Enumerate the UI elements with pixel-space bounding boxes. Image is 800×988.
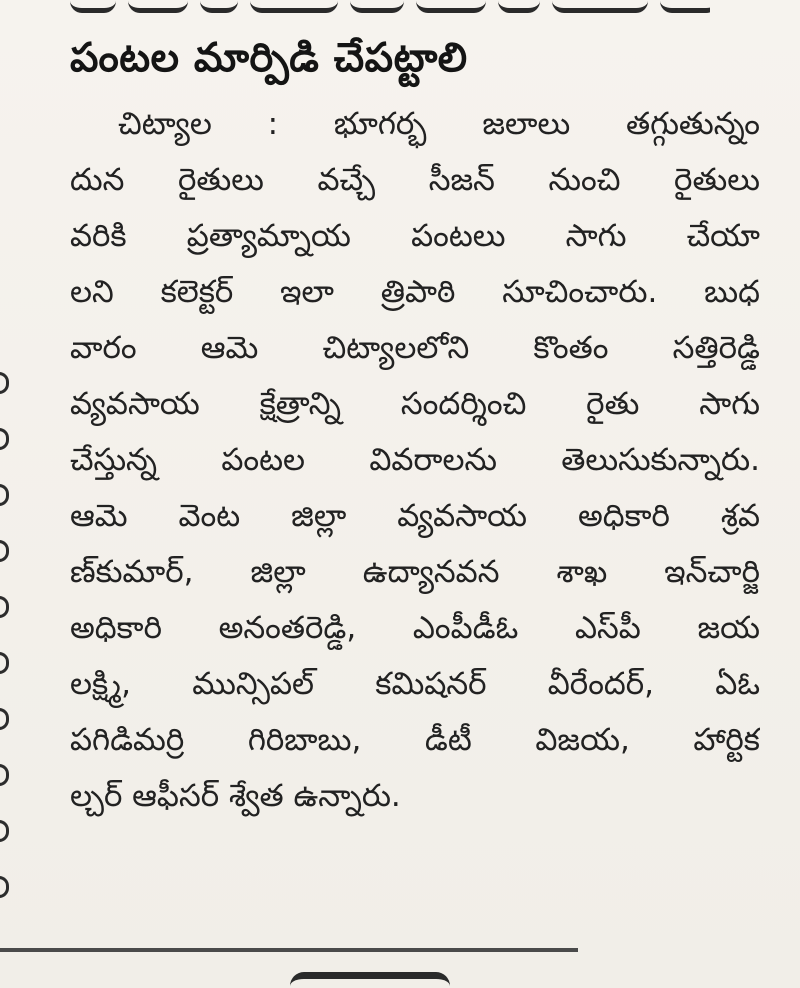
cropped-text-bottom <box>290 972 450 988</box>
cropped-text-top <box>70 0 710 14</box>
article-line: లక్ష్మి, మున్సిపల్ కమిషనర్ వీరేందర్, ఏఓ <box>70 666 760 702</box>
article-line: చిట్యాల : భూగర్భ జలాలు తగ్గుతున్నం <box>118 106 760 142</box>
article-line: అధికారి అనంతరెడ్డి, ఎంపీడీఓ ఎస్‌పీ జయ <box>70 610 760 646</box>
article-line: ఆమె వెంట జిల్లా వ్యవసాయ అధికారి శ్రవ <box>70 498 760 534</box>
article-line: ణ్‌కుమార్, జిల్లా ఉద్యానవన శాఖ ఇన్‌చార్జి <box>70 554 760 590</box>
article-line: వారం ఆమె చిట్యాలలోని కొంతం సత్తిరెడ్డి <box>70 330 760 366</box>
article-line: చేస్తున్న పంటల వివరాలను తెలుసుకున్నారు. <box>70 442 760 478</box>
article-line: లని కలెక్టర్ ఇలా త్రిపాఠి సూచించారు. బుధ <box>70 274 760 310</box>
article-headline: పంటల మార్పిడి చేపట్టాలి <box>70 35 468 81</box>
article-line: పగిడిమర్రి గిరిబాబు, డీటీ విజయ, హార్టిక <box>70 722 760 758</box>
article-body <box>70 96 760 824</box>
article-line: ల్చర్ ఆఫీసర్ శ్వేత ఉన్నారు. <box>70 778 401 814</box>
column-divider-rule <box>0 948 578 952</box>
article-line: దున రైతులు వచ్చే సీజన్ నుంచి రైతులు <box>70 162 760 198</box>
article-line: వ్యవసాయ క్షేత్రాన్ని సందర్శించి రైతు సాగు <box>70 386 760 422</box>
article-line: వరికి ప్రత్యామ్నాయ పంటలు సాగు చేయా <box>70 218 760 254</box>
left-margin-cropped-column <box>0 0 14 988</box>
